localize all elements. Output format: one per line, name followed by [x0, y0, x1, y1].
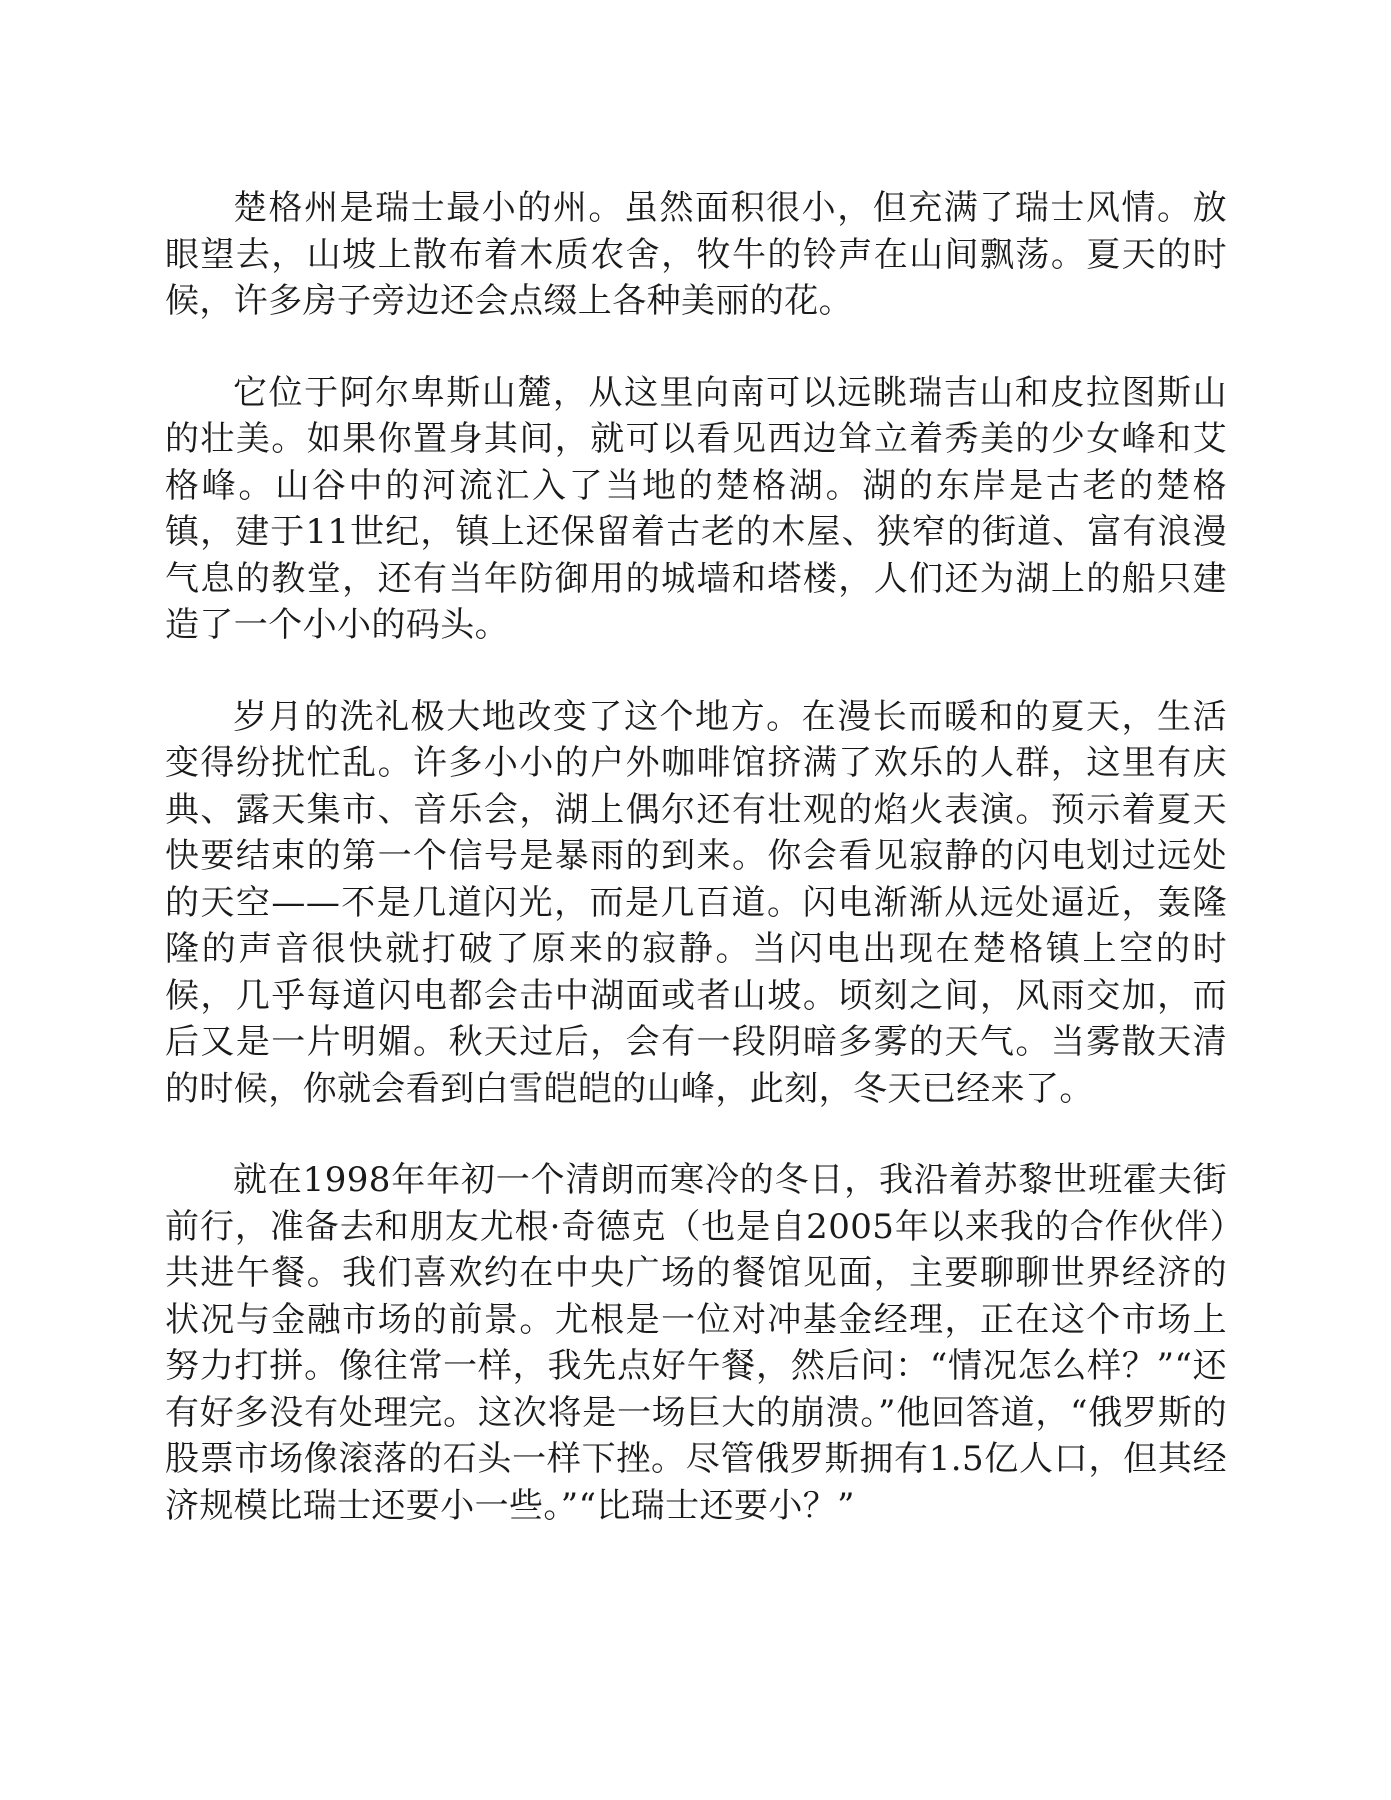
- paragraph-seasons: 岁月的洗礼极大地改变了这个地方。在漫长而暖和的夏天，生活变得纷扰忙乱。许多小小的户外咖啡馆挤满了欢乐的人群，这里有庆典、露天集市、音乐会，湖上偶尔还有壮观的焰火表演。预示着夏天快要结束的第一个信号是暴雨的到来。你会看见寂静的闪电划过远处的天空——不是几道闪光，而是几百道。闪电渐渐从远处逼近，轰隆隆的声音很快就打破了原来的寂静。当闪电出现在楚格镇上空的时候，几乎每道闪电都会击中湖面或者山坡。顷刻之间，风雨交加，而后又是一片明媚。秋天过后，会有一段阴暗多雾的天气。当雾散天清的时候，你就会看到白雪皑皑的山峰，此刻，冬天已经来了。: [165, 696, 1227, 1109]
- paragraph-zug-intro: 楚格州是瑞士最小的州。虽然面积很小，但充满了瑞士风情。放眼望去，山坡上散布着木质农舍，牧牛的铃声在山间飘荡。夏天的时候，许多房子旁边还会点缀上各种美丽的花。: [165, 188, 1227, 321]
- document-page: [165, 185, 1227, 1574]
- paragraph-zug-location: 它位于阿尔卑斯山麓，从这里向南可以远眺瑞吉山和皮拉图斯山的壮美。如果你置身其间，就可以看见西边耸立着秀美的少女峰和艾格峰。山谷中的河流汇入了当地的楚格湖。湖的东岸是古老的楚格镇，建于11世纪，镇上还保留着古老的木屋、狭窄的街道、富有浪漫气息的教堂，还有当年防御用的城墙和塔楼，人们还为湖上的船只建造了一个小小的码头。: [165, 372, 1227, 645]
- paragraph-lunch-1998: 就在1998年年初一个清朗而寒冷的冬日，我沿着苏黎世班霍夫街前行，准备去和朋友尤根·奇德克（也是自2005年以来我的合作伙伴）共进午餐。我们喜欢约在中央广场的餐馆见面，主要聊聊世界经济的状况与金融市场的前景。尤根是一位对冲基金经理，正在这个市场上努力打拼。像往常一样，我先点好午餐，然后问：“情况怎么样？”“还有好多没有处理完。这次将是一场巨大的崩溃。”他回答道，“俄罗斯的股票市场像滚落的石头一样下挫。尽管俄罗斯拥有1.5亿人口，但其经济规模比瑞士还要小一些。”“比瑞士还要小？”: [165, 1160, 1227, 1526]
